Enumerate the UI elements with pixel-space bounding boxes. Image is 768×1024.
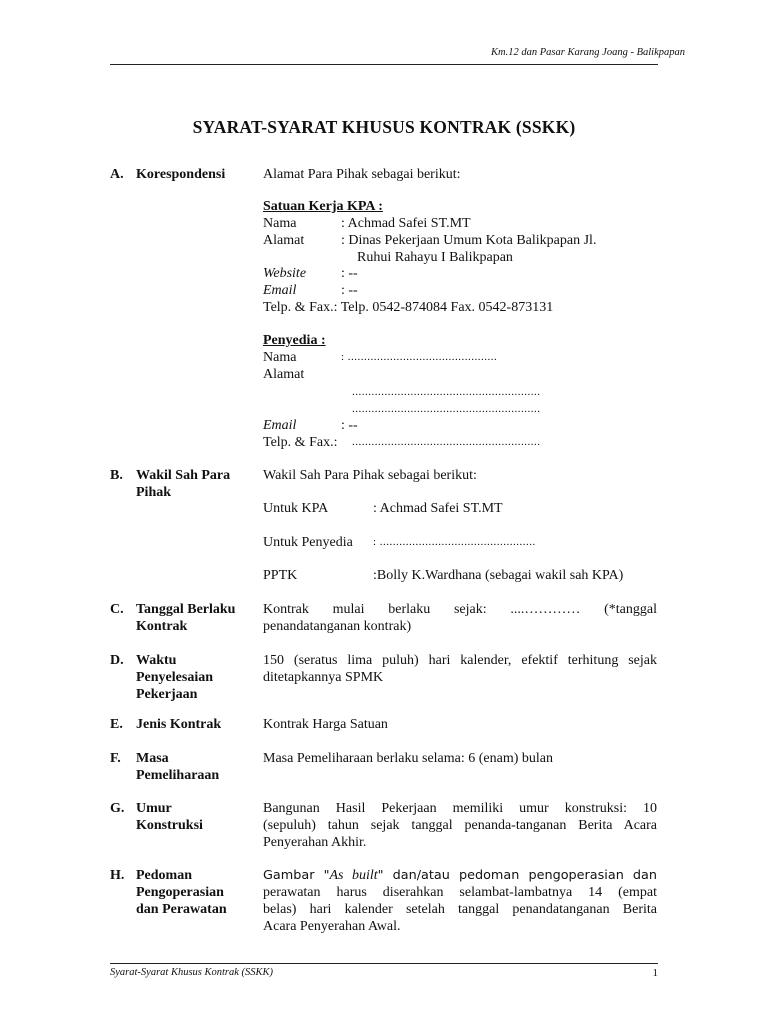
untuk-kpa-label: Untuk KPA <box>263 501 329 516</box>
section-letter: H. <box>110 868 125 883</box>
section-h-line4: Acara Penyerahan Awal. <box>263 919 401 934</box>
footer-rule <box>110 963 658 964</box>
section-d-line2: ditetapkannya SPMK <box>263 670 384 685</box>
section-b-intro: Wakil Sah Para Pihak sebagai berikut: <box>263 468 477 483</box>
section-label: Korespondensi <box>136 167 226 182</box>
section-g-line3: Penyerahan Akhir. <box>263 835 367 850</box>
section-letter: G. <box>110 801 125 816</box>
penyedia-nama-label: Nama <box>263 350 297 365</box>
header-rule <box>110 64 658 65</box>
section-label: Jenis Kontrak <box>136 717 222 732</box>
section-a-intro: Alamat Para Pihak sebagai berikut: <box>263 167 461 182</box>
penyedia-alamat-line1: .......................................................... <box>352 386 541 398</box>
kpa-website-label: Website <box>263 266 307 281</box>
section-letter: E. <box>110 717 123 732</box>
footer-doc-title: Syarat-Syarat Khusus Kontrak (SSKK) <box>110 967 274 978</box>
section-letter: B. <box>110 468 123 483</box>
kpa-heading: Satuan Kerja KPA : <box>263 199 383 214</box>
document-title: SYARAT-SYARAT KHUSUS KONTRAK (SSKK) <box>192 117 576 137</box>
penyedia-telp-value: .......................................................... <box>352 436 541 448</box>
section-d-line1: 150 (seratus lima puluh) hari kalender, efektif terhitung sejak <box>263 653 657 668</box>
untuk-penyedia-value: : ................................................ <box>373 536 536 548</box>
penyedia-heading: Penyedia : <box>263 333 326 348</box>
section-c-line2: penandatanganan kontrak) <box>263 619 412 634</box>
untuk-penyedia-label: Untuk Penyedia <box>263 535 353 550</box>
kpa-email-label: Email <box>263 283 297 298</box>
penyedia-nama-value: : .............................................. <box>341 351 498 363</box>
kpa-email-value: : -- <box>341 283 358 298</box>
section-label: Waktu Penyelesaian Pekerjaan <box>136 653 213 702</box>
section-e-text: Kontrak Harga Satuan <box>263 717 388 732</box>
pptk-label: PPTK <box>263 568 298 583</box>
kpa-alamat-line2: Ruhui Rahayu I Balikpapan <box>357 250 513 265</box>
section-label: Umur Konstruksi <box>136 801 203 833</box>
kpa-nama-label: Nama <box>263 216 297 231</box>
penyedia-alamat-line2: .......................................................... <box>352 403 541 415</box>
section-h-line1-c: " dan/atau pedoman pengoperasian dan <box>377 868 657 883</box>
penyedia-email-label: Email <box>263 418 297 433</box>
section-letter: D. <box>110 653 124 668</box>
section-c-line1: Kontrak mulai berlaku sejak: ....………… (*tanggal <box>263 602 657 617</box>
penyedia-telp-label: Telp. & Fax.: <box>263 435 338 450</box>
kpa-alamat-label: Alamat <box>263 233 305 248</box>
section-letter: C. <box>110 602 124 617</box>
section-g-line1: Bangunan Hasil Pekerjaan memiliki umur konstruksi: 10 <box>263 801 657 816</box>
section-h-line2: perawatan harus diserahkan selambat-lambatnya 14 (empat <box>263 885 657 900</box>
untuk-kpa-value: : Achmad Safei ST.MT <box>373 501 503 516</box>
section-letter: F. <box>110 751 121 766</box>
section-f-text: Masa Pemeliharaan berlaku selama: 6 (enam) bulan <box>263 751 553 766</box>
penyedia-alamat-label: Alamat <box>263 367 305 382</box>
kpa-nama-value: : Achmad Safei ST.MT <box>341 216 471 231</box>
section-h-line1 <box>263 867 657 884</box>
section-label: Tanggal Berlaku Kontrak <box>136 602 236 634</box>
kpa-alamat-line1: : Dinas Pekerjaan Umum Kota Balikpapan Jl. <box>341 233 597 248</box>
section-h-as-built: As built <box>329 868 378 883</box>
section-h-line3: belas) hari kalender setelah tanggal penandatanganan Berita <box>263 902 657 917</box>
section-letter: A. <box>110 167 124 182</box>
kpa-telp-line: Telp. & Fax.: Telp. 0542-874084 Fax. 0542-873131 <box>263 300 554 315</box>
penyedia-email-value: : -- <box>341 418 358 433</box>
section-label: Pedoman Pengoperasian dan Perawatan <box>136 868 227 917</box>
page-number: 1 <box>652 967 658 979</box>
section-label: Wakil Sah Para Pihak <box>136 468 231 500</box>
section-g-line2: (sepuluh) tahun sejak tanggal penanda-tanganan Berita Acara <box>263 818 657 833</box>
section-label: Masa Pemeliharaan <box>136 751 220 783</box>
pptk-value: :Bolly K.Wardhana (sebagai wakil sah KPA) <box>373 568 624 583</box>
header-location: Km.12 dan Pasar Karang Joang - Balikpapan <box>491 47 685 58</box>
section-h-line1-a: Gambar " <box>263 868 330 883</box>
kpa-website-value: : -- <box>341 266 358 281</box>
